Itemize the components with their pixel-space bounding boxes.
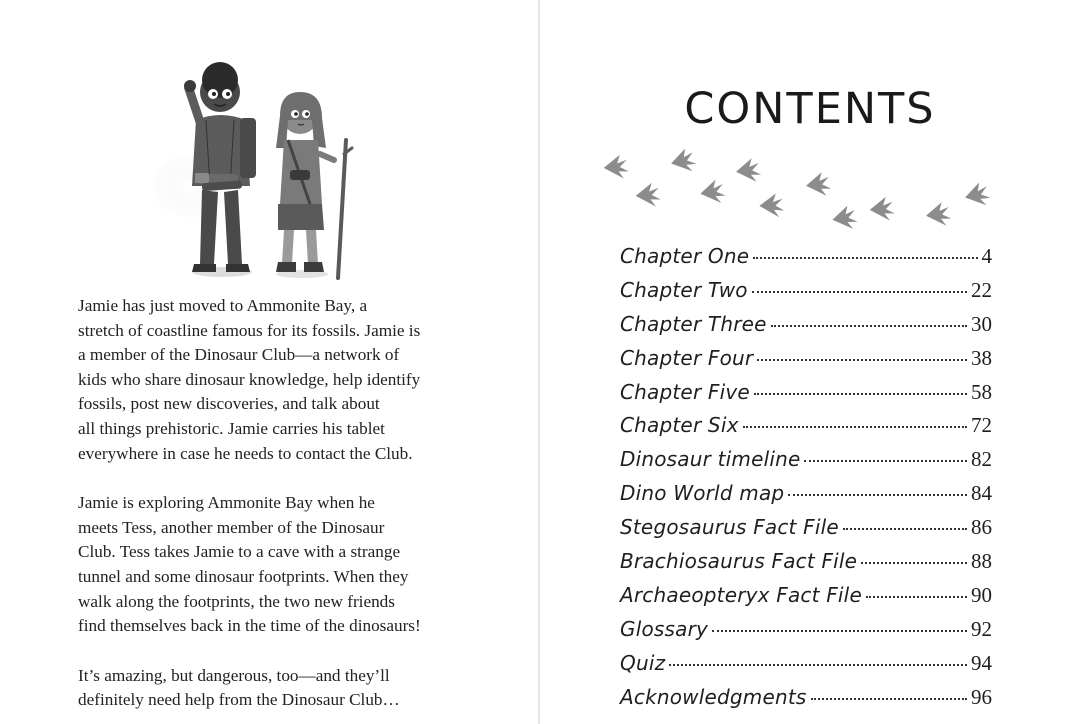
toc-leader (771, 325, 967, 327)
toc-leader (866, 596, 967, 598)
blurb-line: all things prehistoric. Jamie carries his tablet (78, 418, 385, 438)
toc-entry[interactable] (620, 549, 992, 583)
toc-entry[interactable] (620, 617, 992, 651)
blurb-line: Jamie has just moved to Ammonite Bay, a (78, 296, 368, 315)
toc-label: Dino World map (620, 481, 785, 506)
toc-label: Stegosaurus Fact File (620, 515, 839, 540)
toc-entry[interactable] (620, 515, 992, 549)
blurb-line: tunnel and some dinosaur footprints. When they (78, 566, 409, 586)
left-page (0, 0, 538, 724)
toc-entry[interactable] (620, 447, 992, 481)
toc-label: Acknowledgments (620, 684, 807, 709)
toc-leader (757, 359, 967, 361)
blurb-text (78, 294, 508, 724)
blurb-line: meets Tess, another member of the Dinosaur (78, 517, 385, 537)
toc-page-number: 84 (971, 481, 992, 506)
toc-page-number: 4 (981, 244, 992, 268)
toc-leader (669, 664, 967, 666)
toc-page-number: 92 (971, 616, 992, 641)
toc-entry[interactable] (620, 312, 992, 346)
blurb-line: kids who share dinosaur knowledge, help identify (78, 369, 421, 389)
toc-leader (753, 257, 977, 259)
right-page (540, 0, 1080, 724)
toc-entry[interactable] (620, 346, 992, 380)
toc-entry[interactable] (620, 685, 992, 719)
toc-page-number: 88 (971, 549, 992, 574)
toc-leader (712, 630, 967, 632)
blurb-line: fossils, post new discoveries, and talk about (78, 394, 380, 414)
toc-page-number: 96 (971, 684, 992, 709)
toc-leader (843, 528, 967, 530)
toc-label: Chapter Three (620, 311, 767, 336)
toc-label: Archaeopteryx Fact File (620, 582, 862, 607)
blurb-line: It’s amazing, but dangerous, too—and they’ll (78, 665, 390, 685)
table-of-contents (620, 244, 992, 718)
blurb-line: stretch of coastline famous for its fossils. Jamie is (78, 320, 421, 340)
toc-page-number: 22 (971, 277, 992, 302)
toc-entry[interactable] (620, 481, 992, 515)
blurb-paragraph (78, 294, 508, 466)
toc-page-number: 90 (971, 582, 992, 607)
blurb-line: Jamie is exploring Ammonite Bay when he (78, 493, 375, 513)
toc-label: Chapter One (620, 244, 750, 268)
blurb-paragraph (78, 664, 508, 713)
toc-page-number: 86 (971, 515, 992, 540)
blurb-paragraph (78, 491, 508, 639)
toc-label: Quiz (620, 650, 666, 675)
blurb-line: find themselves back in the time of the dinosaurs! (78, 616, 421, 636)
toc-label: Brachiosaurus Fact File (620, 549, 858, 574)
toc-entry[interactable] (620, 244, 992, 278)
toc-label: Chapter Four (620, 345, 754, 370)
toc-leader (788, 494, 967, 496)
toc-leader (804, 460, 967, 462)
toc-entry[interactable] (620, 583, 992, 617)
toc-label: Chapter Six (620, 413, 739, 438)
toc-leader (752, 291, 967, 293)
dinosaur-footprints-icon (598, 148, 1018, 238)
toc-leader (754, 393, 967, 395)
toc-page-number: 38 (971, 345, 992, 370)
toc-entry[interactable] (620, 651, 992, 685)
toc-label: Chapter Five (620, 379, 750, 404)
toc-entry[interactable] (620, 278, 992, 312)
toc-page-number: 72 (971, 413, 992, 438)
toc-label: Chapter Two (620, 277, 748, 302)
toc-entry[interactable] (620, 413, 992, 447)
blurb-line: everywhere in case he needs to contact the Club. (78, 443, 413, 463)
contents-title: CONTENTS (684, 84, 936, 134)
toc-page-number: 58 (971, 379, 992, 404)
blurb-line: walk along the footprints, the two new friends (78, 591, 395, 611)
two-kids-illustration (150, 58, 380, 286)
toc-label: Dinosaur timeline (620, 447, 801, 472)
blurb-line: definitely need help from the Dinosaur Club… (78, 690, 400, 710)
toc-leader (811, 698, 967, 700)
toc-leader (861, 562, 967, 564)
blurb-line: a member of the Dinosaur Club—a network of (78, 345, 400, 365)
toc-page-number: 30 (971, 311, 992, 336)
toc-label: Glossary (620, 616, 709, 641)
blurb-line: Club. Tess takes Jamie to a cave with a strange (78, 542, 401, 562)
toc-page-number: 82 (971, 447, 992, 472)
toc-page-number: 94 (971, 650, 992, 675)
toc-entry[interactable] (620, 380, 992, 414)
toc-leader (743, 426, 967, 428)
